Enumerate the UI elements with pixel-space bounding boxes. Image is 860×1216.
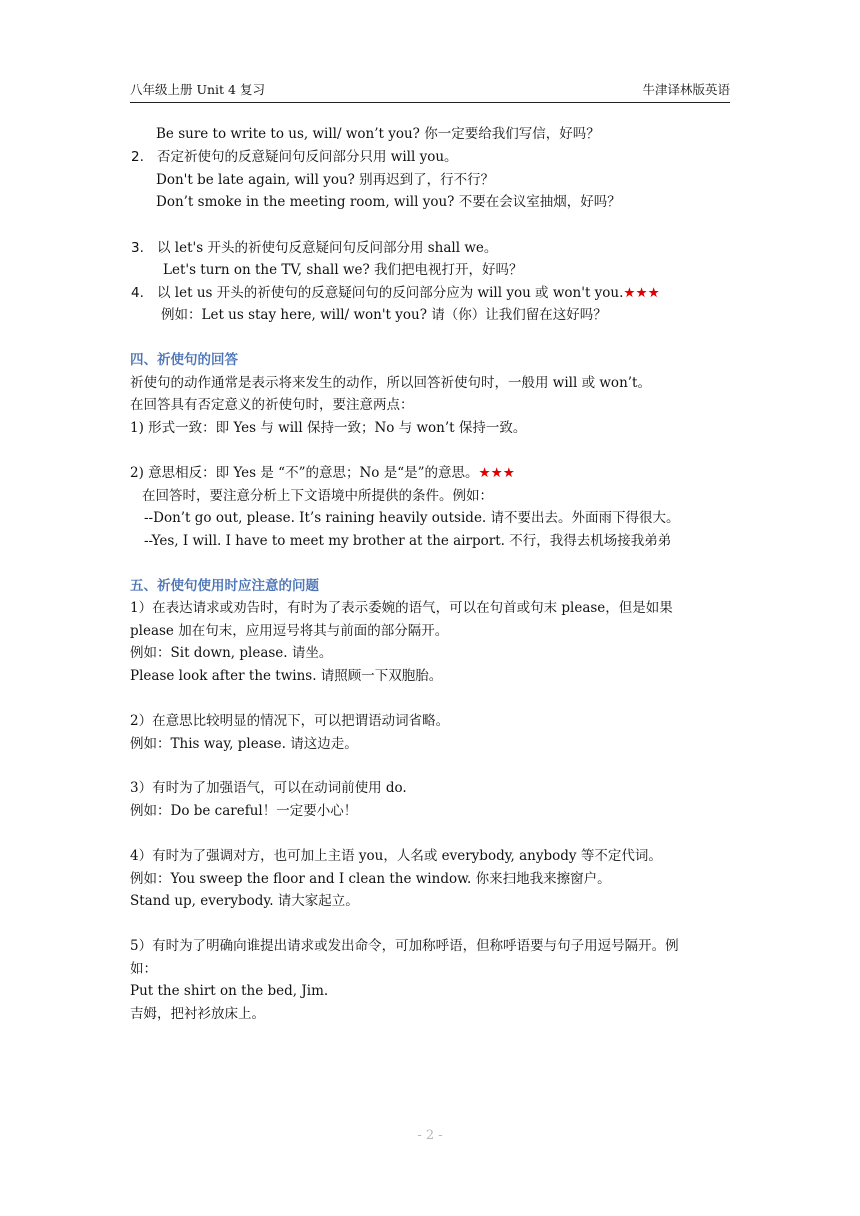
text-line: 例如：Do be careful！一定要小心！ [130, 803, 358, 819]
item-number: 2. [131, 149, 144, 165]
text-line: Don’t smoke in the meeting room, will you? 不要在会议室抽烟，好吗？ [156, 194, 621, 210]
item-text: 否定祈使句的反意疑问句反问部分只用 will you。 [157, 149, 458, 165]
text-line: 1) 形式一致：即 Yes 与 will 保持一致；No 与 won’t 保持一致。 [130, 420, 527, 436]
star-rating: ★★★ [478, 465, 515, 481]
item-text: 以 let's 开头的祈使句反意疑问句反问部分用 shall we。 [157, 240, 498, 256]
text-line: 例如：You sweep the floor and I clean the window. 你来扫地我来擦窗户。 [130, 871, 611, 887]
text-line: Don't be late again, will you? 别再迟到了，行不行？ [156, 172, 495, 188]
page-header [130, 80, 730, 103]
text-line: 吉姆，把衬衫放床上。 [130, 1006, 265, 1022]
text-line: 例如：Let us stay here, will/ won't you? 请（你）让我们留在这好吗？ [161, 307, 607, 323]
text-line: 在回答时，要注意分析上下文语境中所提供的条件。例如： [142, 488, 493, 504]
text-line: 2）在意思比较明显的情况下，可以把谓语动词省略。 [130, 713, 450, 729]
text-line: 例如：This way, please. 请这边走。 [130, 736, 358, 752]
text-line: --Yes, I will. I have to meet my brother at the airport. 不行，我得去机场接我弟弟 [144, 533, 672, 549]
item-number: 3. [131, 240, 144, 256]
line-text: 2) 意思相反：即 Yes 是 “不”的意思；No 是“是”的意思。 [130, 465, 479, 481]
text-line: 4）有时为了强调对方，也可加上主语 you，人名或 everybody, anybody 等不定代词。 [130, 848, 662, 864]
text-line: 在回答具有否定意义的祈使句时，要注意两点： [130, 397, 414, 413]
list-item [131, 284, 660, 302]
text-line: Please look after the twins. 请照顾一下双胞胎。 [130, 668, 443, 684]
section-heading: 五、祈使句使用时应注意的问题 [130, 578, 319, 594]
text-line: 例如：Sit down, please. 请坐。 [130, 645, 333, 661]
text-line: please 加在句末，应用逗号将其与前面的部分隔开。 [130, 623, 449, 639]
text-line: 祈使句的动作通常是表示将来发生的动作，所以回答祈使句时，一般用 will 或 won’t。 [130, 375, 651, 391]
text-line: Be sure to write to us, will/ won’t you? 你一定要给我们写信，好吗？ [156, 126, 600, 142]
item-text: 以 let us 开头的祈使句的反意疑问句的反问部分应为 will you 或 won't you. [157, 285, 624, 301]
header-right: 牛津译林版英语 [642, 82, 730, 97]
section-heading: 四、祈使句的回答 [130, 352, 238, 368]
item-number: 4. [131, 285, 144, 301]
text-line: 3）有时为了加强语气，可以在动词前使用 do. [130, 780, 407, 796]
text-line: Stand up, everybody. 请大家起立。 [130, 893, 359, 909]
text-line: 1）在表达请求或劝告时，有时为了表示委婉的语气，可以在句首或句末 please，但是如果 [130, 600, 673, 616]
text-line: Put the shirt on the bed, Jim. [130, 983, 329, 999]
header-left: 八年级上册 Unit 4 复习 [130, 82, 265, 97]
star-rating: ★★★ [623, 285, 660, 301]
text-line: 如： [130, 961, 157, 977]
text-line [130, 464, 515, 482]
text-line: 5）有时为了明确向谁提出请求或发出命令，可加称呼语，但称呼语要与句子用逗号隔开。例 [130, 938, 679, 954]
list-item [131, 239, 497, 257]
text-line: --Don’t go out, please. It’s raining heavily outside. 请不要出去。外面雨下得很大。 [144, 510, 680, 526]
page-number: - 2 - [417, 1128, 443, 1143]
text-line: Let's turn on the TV, shall we? 我们把电视打开，好吗？ [163, 262, 523, 278]
list-item [131, 148, 458, 166]
